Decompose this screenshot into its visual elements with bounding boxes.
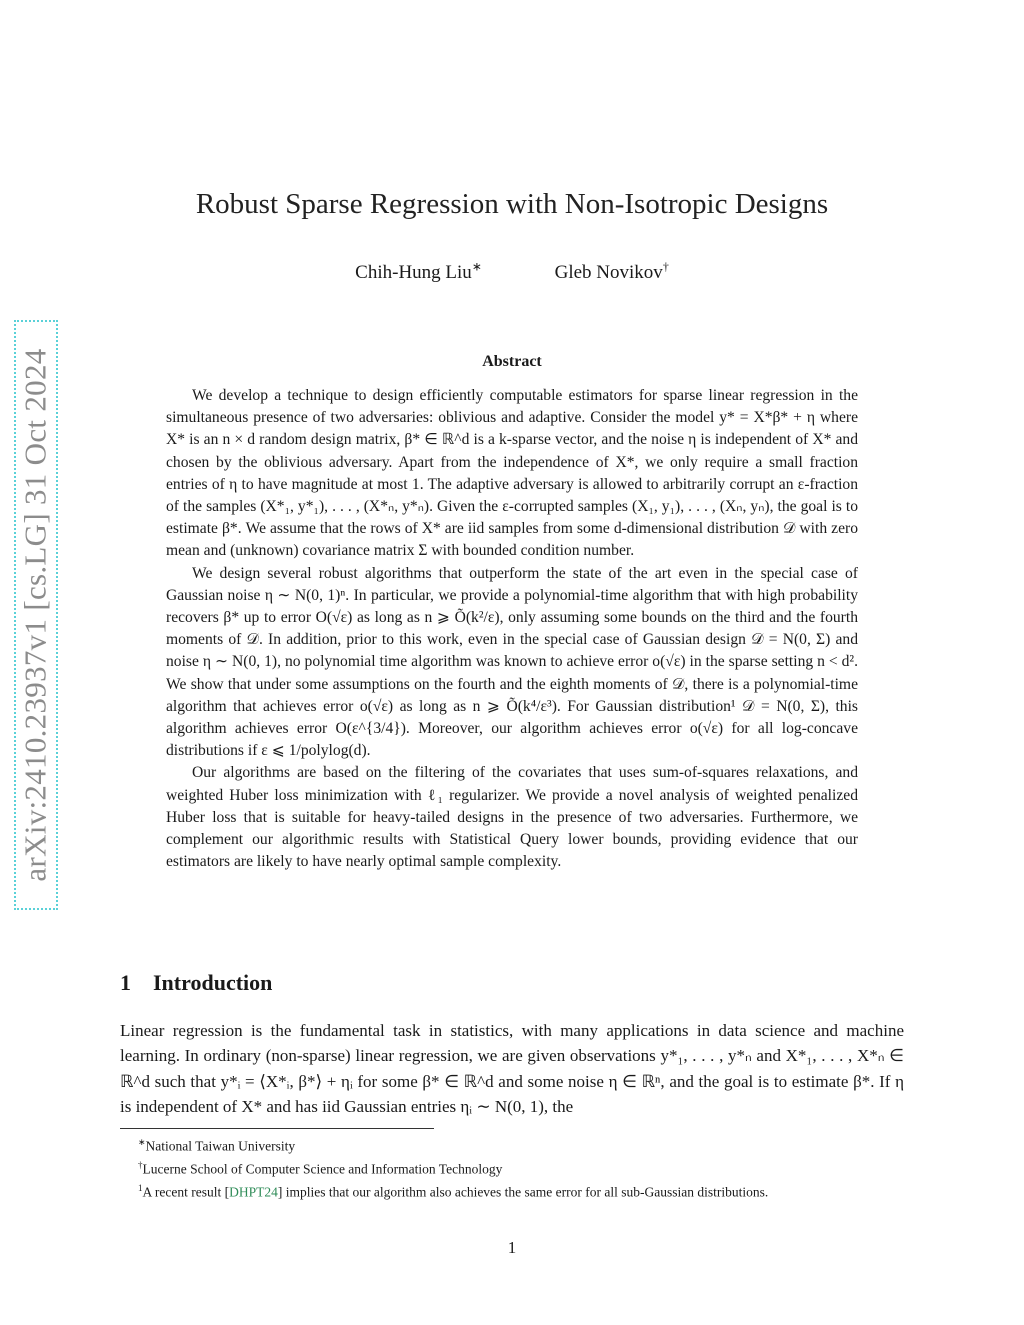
- arxiv-identifier-stamp: [14, 320, 58, 910]
- arxiv-id-text: arXiv:2410.23937v1 [cs.LG] 31 Oct 2024: [18, 348, 53, 882]
- intro-paragraph: Linear regression is the fundamental task in statistics, with many applications in data science and machine learning. In ordinary (non-sparse) linear regression, we are given observations y*₁, . . . , y*ₙ and X*₁, . . . , X*ₙ ∈ ℝ^d such that y*ᵢ = ⟨X*ᵢ, β*⟩ + ηᵢ for some β* ∈ ℝ^d and some noise η ∈ ℝⁿ, and the goal is to estimate β*. If η is independent of X* and has iid Gaussian entries ηᵢ ∼ N(0, 1), the: [120, 1021, 904, 1117]
- abstract-paragraph: We develop a technique to design efficiently computable estimators for sparse linear regression in the simultaneous presence of two adversaries: oblivious and adaptive. Consider the model y* = X*β* + η where X* is an n × d random design matrix, β* ∈ ℝ^d is a k-sparse vector, and the noise η is independent of X* and chosen by the oblivious adversary. Apart from the independence of X*, we only require a small fraction entries of η to have magnitude at most 1. The adaptive adversary is allowed to arbitrarily corrupt an ε-fraction of the samples (X*₁, y*₁), . . . , (X*ₙ, y*ₙ). Given the ε-corrupted samples (X₁, y₁), . . . , (Xₙ, yₙ), the goal is to estimate β*. We assume that the rows of X* are iid samples from some d-dimensional distribution 𝒟 with zero mean and (unknown) covariance matrix Σ with bounded condition number.: [166, 387, 858, 560]
- introduction-body: [120, 1018, 904, 1120]
- paper-title: Robust Sparse Regression with Non-Isotropic Designs: [195, 188, 829, 220]
- abstract-body: [166, 385, 858, 873]
- author-2-mark: †: [662, 260, 669, 274]
- author-1: [355, 262, 482, 283]
- footnote-3: [120, 1179, 920, 1202]
- footnote-text-before: A recent result [: [142, 1184, 230, 1200]
- section-number: 1: [120, 970, 131, 995]
- section-title: Introduction: [153, 970, 273, 995]
- footnote-text: National Taiwan University: [145, 1138, 296, 1154]
- section-heading: [120, 970, 272, 996]
- author-1-name: Chih-Hung Liu: [355, 262, 472, 284]
- footnote-text-after: ] implies that our algorithm also achieves the same error for all sub-Gaussian distributions.: [277, 1184, 769, 1200]
- author-2-name: Gleb Novikov: [554, 262, 663, 284]
- abstract-paragraph: Our algorithms are based on the filtering of the covariates that uses sum-of-squares relaxations, and weighted Huber loss minimization with ℓ₁ regularizer. We provide a novel analysis of weighted penalized Huber loss that is suitable for heavy-tailed designs in the presence of two adversaries. Furthermore, we complement our algorithmic results with Statistical Query lower bounds, providing evidence that our estimators are likely to have nearly optimal sample complexity.: [166, 764, 858, 871]
- citation-link[interactable]: DHPT24: [229, 1184, 278, 1200]
- page-number: 1: [507, 1238, 517, 1257]
- footnotes: [120, 1133, 920, 1202]
- author-2: [555, 262, 669, 283]
- footnote-1: [120, 1133, 920, 1156]
- author-list: [0, 260, 1024, 284]
- footnote-mark: 1: [138, 1183, 143, 1193]
- footnote-mark: ∗: [138, 1137, 146, 1147]
- footnote-2: [120, 1156, 920, 1179]
- footnote-text: Lucerne School of Computer Science and Information Technology: [142, 1161, 503, 1177]
- author-1-mark: ∗: [471, 260, 482, 274]
- footnote-mark: †: [138, 1160, 143, 1170]
- abstract-paragraph: We design several robust algorithms that outperform the state of the art even in the special case of Gaussian noise η ∼ N(0, 1)ⁿ. In particular, we provide a polynomial-time algorithm that with high probability recovers β* up to error O(√ε) as long as n ⩾ Õ(k²/ε), only assuming some bounds on the third and the fourth moments of 𝒟. In addition, prior to this work, even in the special case of Gaussian design 𝒟 = N(0, Σ) and noise η ∼ N(0, 1), no polynomial time algorithm was known to achieve error o(√ε) in the sparse setting n < d². We show that under some assumptions on the fourth and the eighth moments of 𝒟, there is a polynomial-time algorithm that achieves error o(√ε) as long as n ⩾ Õ(k⁴/ε³). For Gaussian distribution¹ 𝒟 = N(0, Σ), this algorithm achieves error O(ε^{3/4}). Moreover, our algorithm achieves error o(√ε) for all log-concave distributions if ε ⩽ 1/polylog(d).: [166, 564, 858, 760]
- footnote-divider: [120, 1128, 434, 1129]
- abstract-heading: Abstract: [482, 353, 542, 370]
